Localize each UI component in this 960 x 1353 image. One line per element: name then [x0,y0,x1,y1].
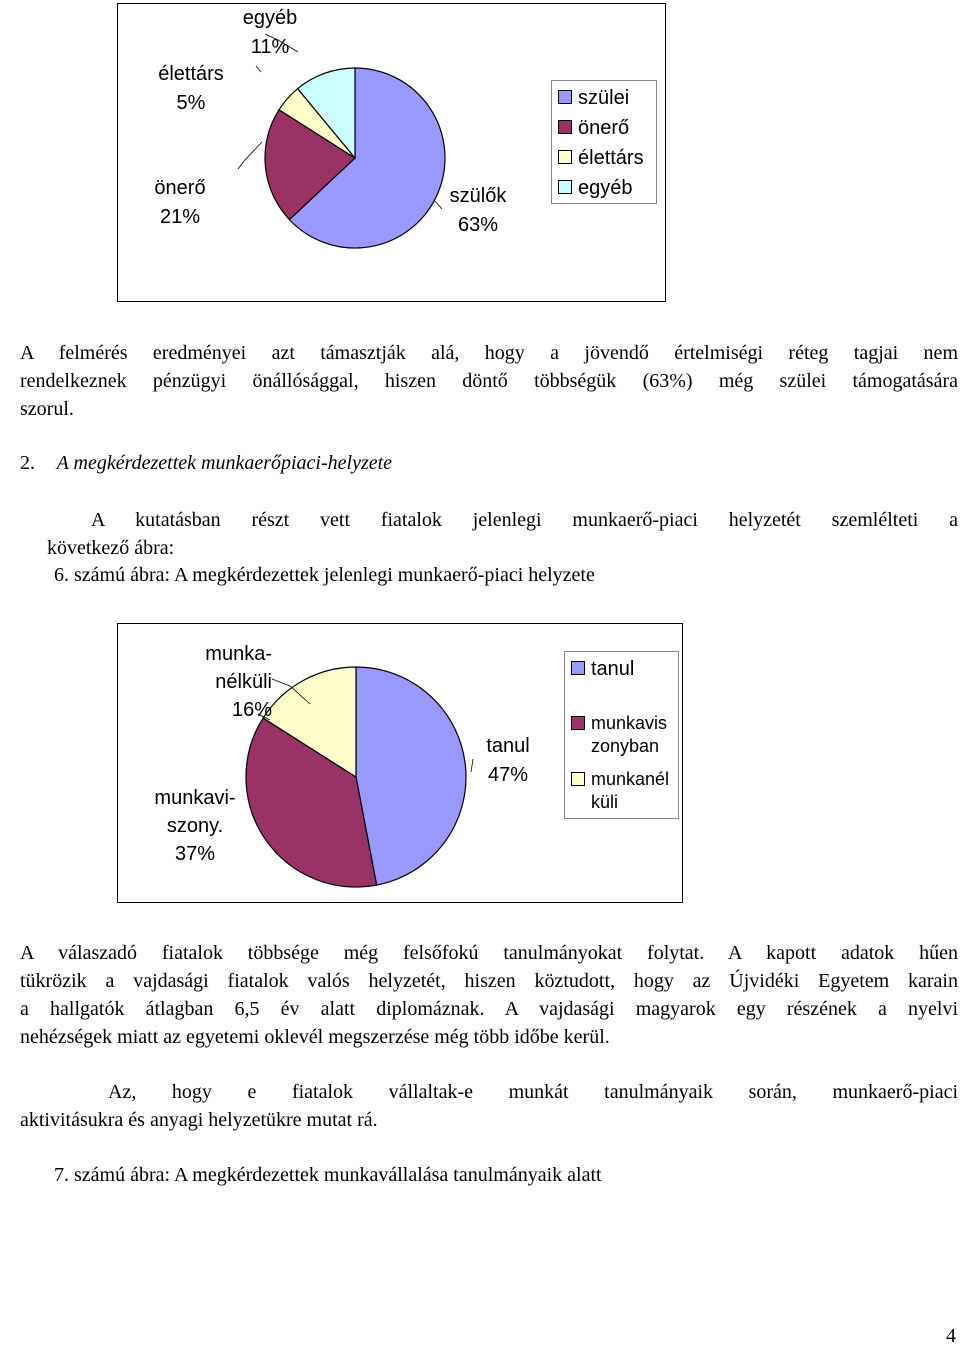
chart-2-label-munkanelkuli-line: munka- [205,643,272,665]
chart-2-label-tanul-line: 47% [487,764,529,786]
paragraph-2-line: következő ábra: [47,537,175,559]
chart-2-label-munkanelkuli-line: 16% [231,699,272,721]
chart-1-label-elettars-value: 5% [176,92,206,114]
paragraph-3-line: nehézségek miatt az egyetemi oklevél megszerzése még több időbe kerül. [20,1026,610,1048]
chart-2-label-munkaviszony-line: munkavi- [154,787,236,809]
pie2-slice-0 [356,667,466,885]
chart-2-label-munkaviszony-line: szony. [166,815,224,837]
chart-2-label-munkanelkuli-line: nélküli [215,671,272,693]
pie2-leader-line-0 [471,759,473,772]
chart-1-label-onero-name: önerő [154,177,206,199]
chart-2-legend-item-tanul [571,654,634,684]
chart-1-label-egyeb [230,4,310,62]
chart-1-label-elettars [146,60,236,118]
chart-2-label-munkanelkuli [182,640,272,724]
chart-1-legend-label: szülei [578,87,630,109]
chart-1-legend-item-egyeb [558,173,633,203]
paragraph-1 [20,339,958,423]
chart-1-legend-label: egyéb [578,177,633,199]
pie1-leader-line-1 [238,142,262,169]
figure-7-caption: 7. számú ábra: A megkérdezettek munkavállalása tanulmányaik alatt [54,1164,602,1186]
chart-1-legend-swatch [558,150,572,164]
chart-1-label-szulok-name: szülők [449,185,507,207]
paragraph-4-line: Az, hogy e fiatalok vállaltak-e munkát tanulmányaik során, munkaerő-piaci [108,1081,958,1103]
paragraph-3 [20,939,958,1051]
chart-1-legend-swatch [558,90,572,104]
chart-2-legend-label-line: zonyban [591,736,660,756]
paragraph-4-line: aktivitásukra és anyagi helyzetükre mutat rá. [20,1109,378,1131]
chart-1-legend-label: önerő [578,117,630,139]
chart-2-legend-item-munkanelkuli [571,768,669,814]
chart-2-legend-label-line: munkavis [591,713,668,733]
paragraph-3-line: tükrözik a vajdasági fiatalok valós helyzetét, hiszen köztudott, hogy az Újvidéki Egyetem karain [20,970,958,992]
chart-2-label-tanul [476,732,540,790]
paragraph-2-line: A kutatásban részt vett fiatalok jelenlegi munkaerő-piaci helyzetét szemlélteti a [91,509,958,531]
paragraph-1-line: A felmérés eredményei azt támasztják alá, hogy a jövendő értelmiségi réteg tagjai nem [20,342,958,364]
paragraph-4 [20,1078,958,1134]
chart-1-label-szulok-value: 63% [457,214,499,236]
chart-1-label-egyeb-value: 11% [250,36,290,58]
chart-2-legend-item-munkaviszony [571,712,667,758]
chart-2-legend [564,651,679,819]
paragraph-1-line: rendelkeznek pénzügyi önállósággal, hiszen döntő többségük (63%) még szülei támogatására [20,370,958,392]
chart-1-legend-swatch [558,180,572,194]
chart-1-legend [551,80,657,204]
chart-2-frame [117,623,683,903]
chart-2-legend-label-line: küli [591,792,619,812]
chart-2-label-munkaviszony-line: 37% [174,843,216,865]
paragraph-3-line: A válaszadó fiatalok többsége még felsőfokú tanulmányokat folytat. A kapott adatok hűen [20,942,958,964]
chart-1-frame [117,3,666,302]
chart-2-legend-swatch [571,772,585,786]
chart-1-legend-item-szulei [558,83,629,113]
pie1-leader-line-2 [256,66,261,72]
chart-2-legend-label-line: munkanél [591,769,670,789]
chart-2-legend-label [591,768,669,814]
section-number: 2. [20,452,35,474]
chart-1-legend-label: élettárs [578,147,644,169]
paragraph-3-line: a hallgatók átlagban 6,5 év alatt diplomáznak. A vajdasági magyarok egy részének a nyelvi [20,998,958,1020]
chart-1-label-egyeb-name: egyéb [242,7,298,29]
paragraph-1-line: szorul. [20,398,74,420]
chart-1-label-onero [140,174,220,232]
figure-6-caption: 6. számú ábra: A megkérdezettek jelenlegi munkaerő-piaci helyzete [54,564,595,586]
section-title: A megkérdezettek munkaerőpiaci-helyzete [56,452,393,474]
chart-1-legend-swatch [558,120,572,134]
chart-1-legend-item-onero [558,113,629,143]
section-heading [20,452,392,475]
paragraph-2 [47,506,958,562]
chart-2-label-tanul-line: tanul [486,735,530,757]
chart-1-label-elettars-name: élettárs [158,63,224,85]
chart-1-legend-item-elettars [558,143,644,173]
chart-2-legend-swatch [571,716,585,730]
chart-2-legend-swatch [571,661,585,675]
chart-1-label-onero-value: 21% [159,206,201,228]
page-number: 4 [946,1325,956,1347]
chart-2-legend-label: tanul [591,658,635,680]
chart-2-label-munkaviszony [140,784,250,868]
chart-2-legend-label [591,712,667,758]
chart-1-label-szulok [436,182,520,240]
